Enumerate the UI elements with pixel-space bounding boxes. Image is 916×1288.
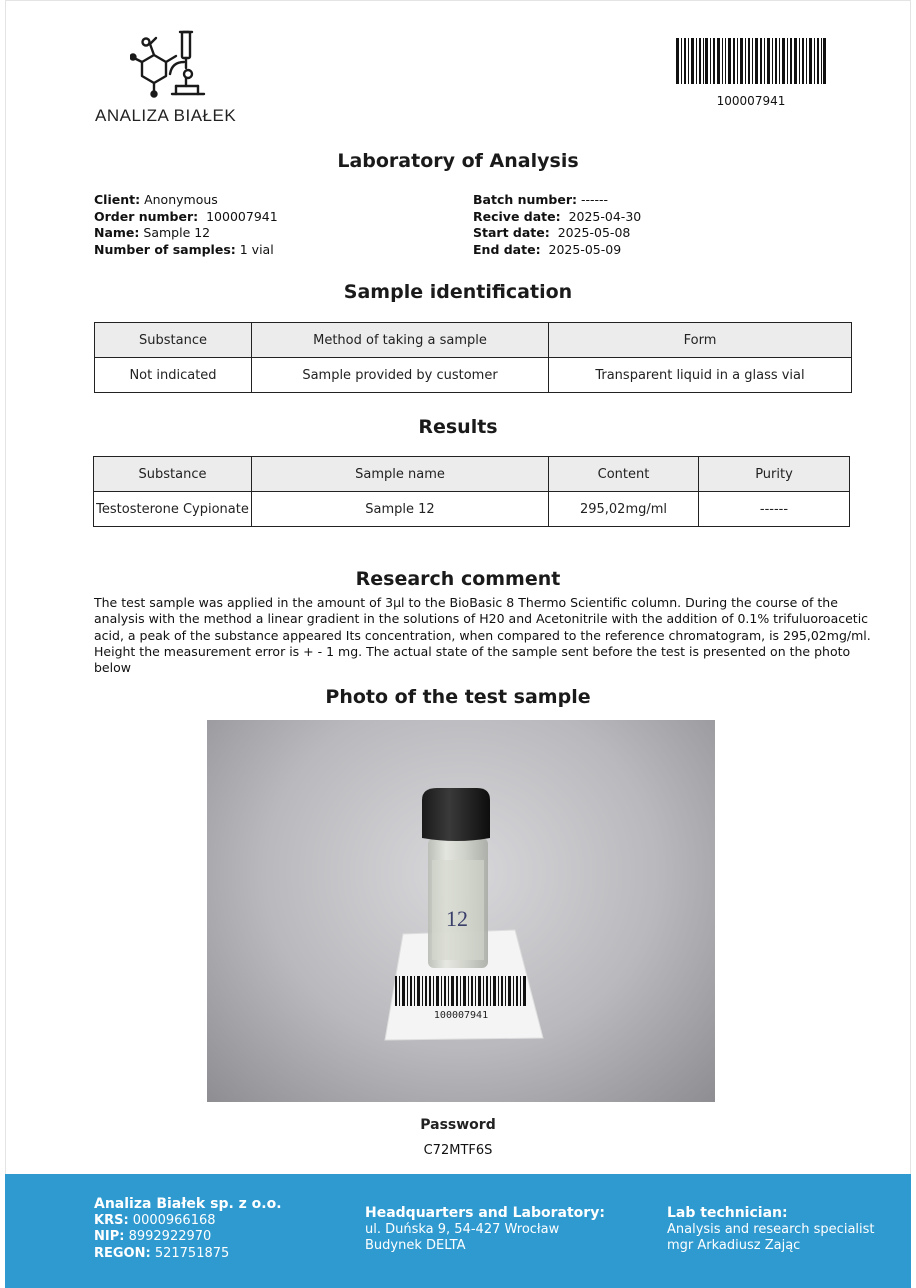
- table-cell: Sample 12: [252, 492, 549, 527]
- footer-hq-building: Budynek DELTA: [365, 1238, 466, 1253]
- vial-label: 12: [446, 906, 468, 931]
- table-header-row: [94, 457, 850, 492]
- info-start-date: Start date: 2025-05-08: [473, 225, 631, 240]
- table-header: Sample name: [252, 457, 549, 492]
- molecule-microscope-icon: [130, 28, 210, 100]
- table-header: Purity: [699, 457, 850, 492]
- footer-tech-heading: Lab technician:: [667, 1205, 788, 1221]
- table-cell: ------: [699, 492, 850, 527]
- footer-headquarters: [365, 1205, 605, 1255]
- photo-barcode-number: 100007941: [433, 1010, 489, 1021]
- info-name: Name: Sample 12: [94, 225, 211, 240]
- page-title: Laboratory of Analysis: [337, 150, 579, 172]
- footer-hq-heading: Headquarters and Laboratory:: [365, 1205, 605, 1221]
- password-label: Password: [420, 1117, 496, 1133]
- table-header: Form: [549, 323, 852, 358]
- footer-krs: KRS: 0000966168: [94, 1212, 216, 1228]
- footer-company-info: [94, 1196, 282, 1262]
- logo-text: ANALIZA BIAŁEK: [95, 106, 237, 125]
- footer-company-name: Analiza Białek sp. z o.o.: [94, 1196, 282, 1212]
- identification-table: [94, 322, 852, 393]
- info-client: Client: Anonymous: [94, 192, 218, 207]
- footer: [5, 1174, 911, 1288]
- batch-info: [473, 192, 641, 258]
- table-cell: Testosterone Cypionate: [94, 492, 252, 527]
- vial-photo-illustration: [207, 720, 715, 1102]
- info-order-number: Order number: 100007941: [94, 208, 278, 224]
- footer-hq-address: ul. Duńska 9, 54-427 Wrocław: [365, 1221, 560, 1237]
- footer-tech-name: mgr Arkadiusz Zając: [667, 1238, 801, 1253]
- comment-heading: Research comment: [355, 568, 561, 590]
- barcode-number: 100007941: [716, 94, 786, 108]
- results-table: [93, 456, 850, 527]
- info-end-date: End date: 2025-05-09: [473, 241, 622, 257]
- table-row: [94, 492, 850, 527]
- table-cell: 295,02mg/ml: [549, 492, 699, 527]
- photo-heading: Photo of the test sample: [325, 686, 591, 708]
- table-cell: Not indicated: [95, 358, 252, 393]
- table-header-row: [95, 323, 852, 358]
- table-cell: Sample provided by customer: [252, 358, 549, 393]
- table-row: [95, 358, 852, 393]
- barcode-icon: [676, 38, 826, 84]
- sample-photo: [207, 720, 715, 1102]
- results-heading: Results: [418, 416, 498, 438]
- info-receive-date: Recive date: 2025-04-30: [473, 208, 642, 224]
- footer-lab-technician: [667, 1205, 875, 1255]
- table-cell: Transparent liquid in a glass vial: [549, 358, 852, 393]
- footer-regon: REGON: 521751875: [94, 1245, 230, 1261]
- table-header: Content: [549, 457, 699, 492]
- info-batch-number: Batch number: ------: [473, 192, 609, 207]
- table-header: Substance: [94, 457, 252, 492]
- table-header: Substance: [95, 323, 252, 358]
- client-info: [94, 192, 278, 258]
- identification-heading: Sample identification: [343, 281, 573, 303]
- research-comment-text: The test sample was applied in the amount of 3µl to the BioBasic 8 Thermo Scientific column. During the course of the analysis with the method a linear gradient in the solutions of H20 and Acetonitrile with the addition of 0.1% trifuluoroacetic acid, a peak of the substance appeared Its concentration, when compared to the reference chromatogram, is 295,02mg/ml. Height the measurement error is + - 1 mg. The actual state of the sample sent before the test is presented on the photo below: [94, 595, 871, 676]
- footer-nip: NIP: 8992922970: [94, 1229, 212, 1244]
- info-number-of-samples: Number of samples: 1 vial: [94, 241, 274, 257]
- footer-tech-role: Analysis and research specialist: [667, 1221, 875, 1237]
- password-value: C72MTF6S: [423, 1143, 493, 1158]
- table-header: Method of taking a sample: [252, 323, 549, 358]
